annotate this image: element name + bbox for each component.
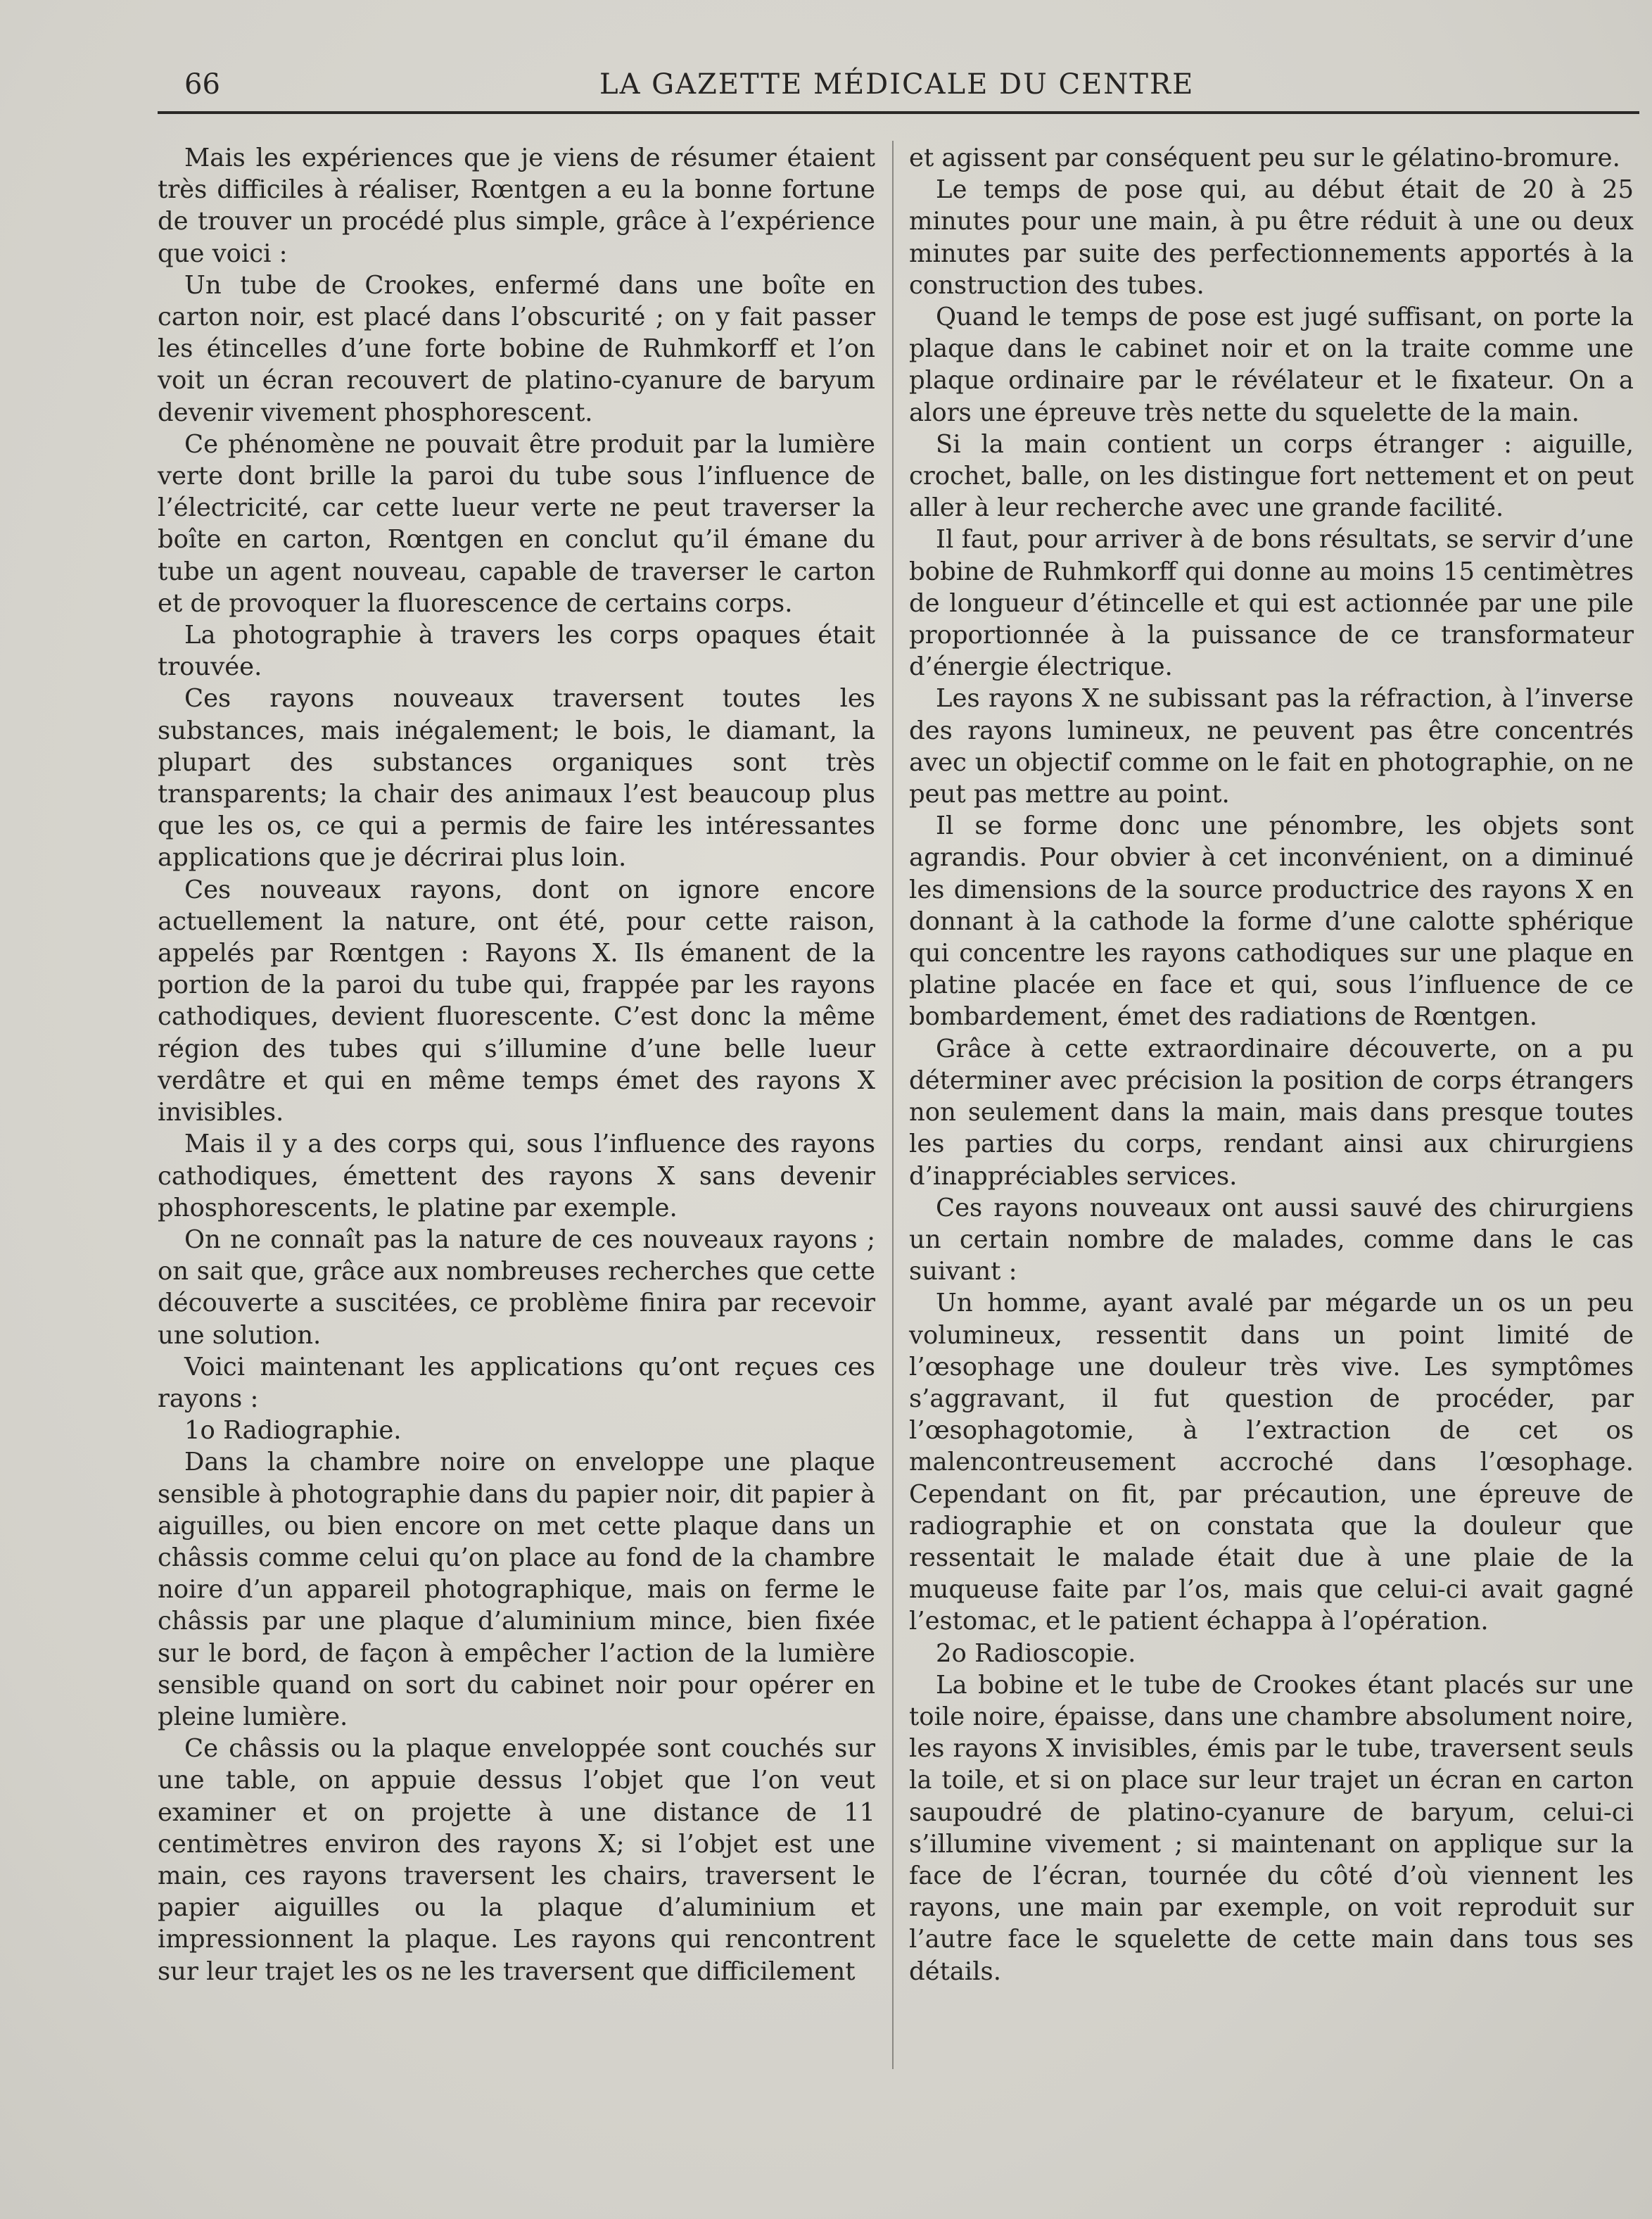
section-heading-radioscopie: 2o Radioscopie.: [936, 1638, 1136, 1668]
right-column: [909, 142, 1634, 1987]
page-header: [184, 65, 1638, 107]
paragraph: Ces nouveaux rayons, dont on ignore encore actuellement la nature, ont été, pour cette raison, appelés par Rœntgen : Rayons X. Ils émanent de la portion de la paroi du tube qui, frappée par les rayons cathodiques, devient fluorescente. C’est donc la même région des tubes qui s’illumine d’une belle lueur verdâtre et qui en même temps émet des rayons X invisibles.: [158, 875, 875, 1127]
paragraph: Ce phénomène ne pouvait être produit par la lumière verte dont brille la paroi du tube sous l’influence de l’électricité, car cette lueur verte ne peut traverser la boîte en carton, Rœntgen en conclut qu’il émane du tube un agent nouveau, capable de traverser le carton et de provoquer la fluorescence de certains corps.: [158, 429, 875, 618]
paragraph: La photographie à travers les corps opaques était trouvée.: [158, 621, 875, 682]
paragraph: Il faut, pour arriver à de bons résultats, se servir d’une bobine de Ruhmkorff qui donne au moins 15 centimètres de longueur d’étincelle et qui est actionnée par une pile proportionnée à la puissance de ce transformateur d’énergie électrique.: [909, 525, 1634, 682]
paragraph: On ne connaît pas la nature de ces nouveaux rayons ; on sait que, grâce aux nombreuses recherches que cette découverte a suscitées, ce problème finira par recevoir une solution.: [158, 1225, 875, 1350]
paragraph: Grâce à cette extraordinaire découverte, on a pu déterminer avec précision la position de corps étrangers non seulement dans la main, mais dans presque toutes les parties du corps, rendant ainsi aux chirurgiens d’inappréciables services.: [909, 1034, 1634, 1191]
paragraph: Un homme, ayant avalé par mégarde un os un peu volumineux, ressentit dans un point limité de l’œsophage une douleur très vive. Les symptômes s’aggravant, il fut question de procéder, par l’œsophagotomie, à l’extraction de cet os malencontreusement accroché dans l’œsophage. Cependant on fit, par précaution, une épreuve de radiographie et on constata que la douleur que ressentait le malade était due à une plaie de la muqueuse faite par l’os, mais que celui-ci avait gagné l’estomac, et le patient échappa à l’opération.: [909, 1289, 1634, 1636]
paragraph: Les rayons X ne subissant pas la réfraction, à l’inverse des rayons lumineux, ne peuvent pas être concentrés avec un objectif comme on le fait en photographie, on ne peut pas mettre au point.: [909, 684, 1634, 809]
header-rule: [158, 111, 1639, 114]
section-heading-radiographie: 1o Radiographie.: [184, 1416, 402, 1446]
paragraph: Le temps de pose qui, au début était de 20 à 25 minutes pour une main, à pu être réduit à une ou deux minutes par suite des perfectionnements apportés à la construction des tubes.: [909, 175, 1634, 300]
paragraph: Ces rayons nouveaux traversent toutes les substances, mais inégalement; le bois, le diamant, la plupart des substances organiques sont très transparents; la chair des animaux l’est beaucoup plus que les os, ce qui a permis de faire les intéressantes applications que je décrirai plus loin.: [158, 684, 875, 873]
paragraph: Il se forme donc une pénombre, les objets sont agrandis. Pour obvier à cet inconvénient, on a diminué les dimensions de la source productrice des rayons X en donnant à la cathode la forme d’une calotte sphérique qui concentre les rayons cathodiques sur une plaque en platine placée en face et qui, sous l’influence de ce bombardement, émet des radiations de Rœntgen.: [909, 811, 1634, 1032]
paragraph: Un tube de Crookes, enfermé dans une boîte en carton noir, est placé dans l’obscurité ; on y fait passer les étincelles d’une forte bobine de Ruhmkorff et l’on voit un écran recouvert de platino-cyanure de baryum devenir vivement phosphorescent.: [158, 270, 875, 427]
page-number: 66: [184, 68, 220, 101]
paragraph: Voici maintenant les applications qu’ont reçues ces rayons :: [158, 1352, 875, 1413]
paragraph-continuation: et agissent par conséquent peu sur le gélatino-bromure.: [909, 144, 1620, 172]
paragraph: La bobine et le tube de Crookes étant placés sur une toile noire, épaisse, dans une chambre absolument noire, les rayons X invisibles, émis par le tube, traversent seuls la toile, et si on place sur leur trajet un écran en carton saupoudré de platino-cyanure de baryum, celui-ci s’illumine vivement ; si maintenant on applique sur la face de l’écran, tournée du côté d’où viennent les rayons, une main par exemple, on voit reproduit sur l’autre face le squelette de cette main dans tous ses détails.: [909, 1670, 1634, 1986]
column-divider: [892, 141, 894, 2069]
paragraph: Mais il y a des corps qui, sous l’influence des rayons cathodiques, émettent des rayons X sans devenir phosphorescents, le platine par exemple.: [158, 1130, 875, 1222]
paragraph: Ce châssis ou la plaque enveloppée sont couchés sur une table, on appuie dessus l’objet que l’on veut examiner et on projette à une distance de 11 centimètres environ des rayons X; si l’objet est une main, ces rayons traversent les chairs, traversent le papier aiguilles ou la plaque d’aluminium et impressionnent la plaque. Les rayons qui rencontrent sur leur trajet les os ne les traversent que difficilement: [158, 1734, 875, 1986]
left-column: [158, 142, 875, 1987]
paragraph: Si la main contient un corps étranger : aiguille, crochet, balle, on les distingue fort nettement et on peut aller à leur recherche avec une grande facilité.: [909, 429, 1634, 523]
journal-title: LA GAZETTE MÉDICALE DU CENTRE: [599, 68, 1195, 101]
paragraph: Ces rayons nouveaux ont aussi sauvé des chirurgiens un certain nombre de malades, comme dans le cas suivant :: [909, 1193, 1634, 1286]
paragraph: Quand le temps de pose est jugé suffisant, on porte la plaque dans le cabinet noir et on la traite comme une plaque ordinaire par le révélateur et le fixateur. On a alors une épreuve très nette du squelette de la main.: [909, 303, 1634, 427]
paragraph: Mais les expériences que je viens de résumer étaient très difficiles à réaliser, Rœntgen a eu la bonne fortune de trouver un procédé plus simple, grâce à l’expérience que voici :: [158, 144, 875, 268]
paragraph: Dans la chambre noire on enveloppe une plaque sensible à photographie dans du papier noir, dit papier à aiguilles, ou bien encore on met cette plaque dans un châssis comme celui qu’on place au fond de la chambre noire d’un appareil photographique, mais on ferme le châssis par une plaque d’aluminium mince, bien fixée sur le bord, de façon à empêcher l’action de la lumière sensible quand on sort du cabinet noir pour opérer en pleine lumière.: [158, 1448, 875, 1731]
